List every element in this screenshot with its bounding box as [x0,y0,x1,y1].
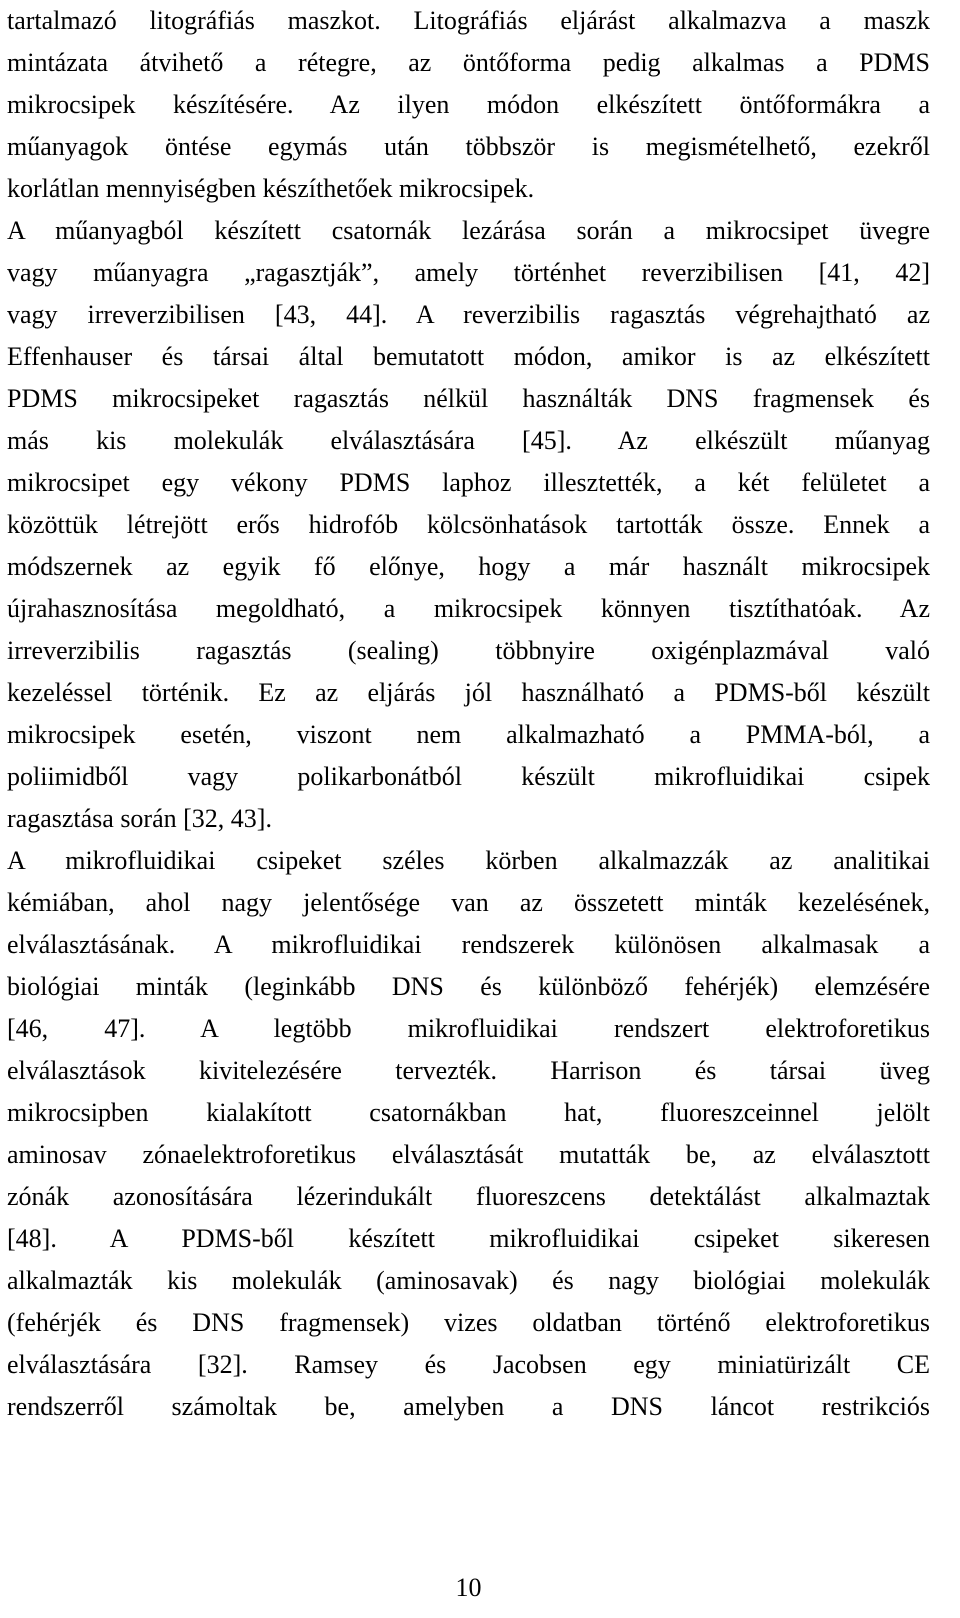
text-line: aminosav zónaelektroforetikus elválasztását mutatták be, az elválasztott [7,1140,930,1169]
text-line: vagy irreverzibilisen [43, 44]. A reverzibilis ragasztás végrehajtható az [7,300,930,329]
text-line: kémiában, ahol nagy jelentősége van az összetett minták kezelésének, [7,888,930,917]
text-line: mikrocsipek esetén, viszont nem alkalmazható a PMMA-ból, a [7,720,930,749]
text-line: Effenhauser és társai által bemutatott módon, amikor is az elkészített [7,342,930,371]
text-line: módszernek az egyik fő előnye, hogy a már használt mikrocsipek [7,552,930,581]
text-line: mikrocsipek készítésére. Az ilyen módon elkészített öntőformákra a [7,90,930,119]
text-line: elválasztására [32]. Ramsey és Jacobsen egy miniatürizált CE [7,1350,930,1379]
text-line: (fehérjék és DNS fragmensek) vizes oldatban történő elektroforetikus [7,1308,930,1337]
text-line: zónák azonosítására lézerindukált fluoreszcens detektálást alkalmaztak [7,1182,930,1211]
text-line: rendszerről számoltak be, amelyben a DNS láncot restrikciós [7,1392,930,1421]
text-line: mikrocsipet egy vékony PDMS laphoz illesztették, a két felületet a [7,468,930,497]
text-line: mintázata átvihető a rétegre, az öntőforma pedig alkalmas a PDMS [7,48,930,77]
text-line: A műanyagból készített csatornák lezárása során a mikrocsipet üvegre [7,216,930,245]
text-line: PDMS mikrocsipeket ragasztás nélkül használták DNS fragmensek és [7,384,930,413]
text-line: mikrocsipben kialakított csatornákban hat, fluoreszceinnel jelölt [7,1098,930,1127]
text-line: A mikrofluidikai csipeket széles körben alkalmazzák az analitikai [7,846,930,875]
text-line: elválasztások kivitelezésére tervezték. Harrison és társai üveg [7,1056,930,1085]
text-line: elválasztásának. A mikrofluidikai rendszerek különösen alkalmasak a [7,930,930,959]
text-line: alkalmazták kis molekulák (aminosavak) és nagy biológiai molekulák [7,1266,930,1295]
text-line: ragasztása során [32, 43]. [7,804,272,833]
text-line: kezeléssel történik. Ez az eljárás jól használható a PDMS-ből készült [7,678,930,707]
text-line: más kis molekulák elválasztására [45]. Az elkészült műanyag [7,426,930,455]
text-line: poliimidből vagy polikarbonátból készült mikrofluidikai csipek [7,762,930,791]
page-number: 10 [455,1573,482,1602]
text-line: [48]. A PDMS-ből készített mikrofluidikai csipeket sikeresen [7,1224,930,1253]
document-page [7,0,930,1618]
text-line: újrahasznosítása megoldható, a mikrocsipek könnyen tisztíthatóak. Az [7,594,930,623]
text-line: [46, 47]. A legtöbb mikrofluidikai rendszert elektroforetikus [7,1014,930,1043]
text-line: műanyagok öntése egymás után többször is megismételhető, ezekről [7,132,930,161]
text-line: korlátlan mennyiségben készíthetőek mikrocsipek. [7,174,535,203]
text-line: tartalmazó litográfiás maszkot. Litográfiás eljárást alkalmazva a maszk [7,6,930,35]
text-line: közöttük létrejött erős hidrofób kölcsönhatások tartották össze. Ennek a [7,510,930,539]
text-line: irreverzibilis ragasztás (sealing) többnyire oxigénplazmával való [7,636,930,665]
text-line: vagy műanyagra „ragasztják”, amely történhet reverzibilisen [41, 42] [7,258,930,287]
text-line: biológiai minták (leginkább DNS és különböző fehérjék) elemzésére [7,972,930,1001]
